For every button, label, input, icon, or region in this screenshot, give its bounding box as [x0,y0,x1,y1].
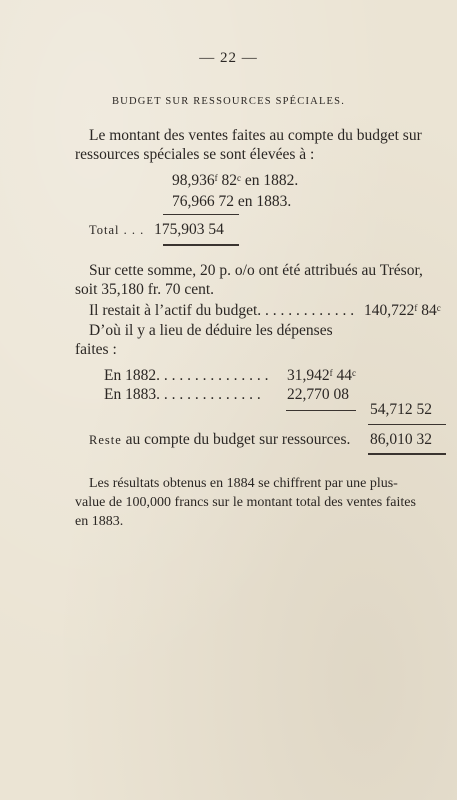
expense-subtotal-rule [368,424,446,425]
remaining-franc-sign: f [414,303,418,313]
sales-total-rule [163,244,239,246]
section-heading: BUDGET SUR RESSOURCES SPÉCIALES. [111,96,346,107]
sales-1882-amount: 98,936 [172,172,215,189]
sales-total-value: 175,903 54 [154,221,224,238]
page-number: — 22 — [199,50,258,66]
sales-1883-year: en 1883. [237,193,292,210]
sales-1883-amount: 76,966 72 [172,193,234,210]
remainder-label [89,430,350,450]
remaining-cents: 84 [421,302,437,319]
sales-row-1982 [172,171,298,190]
conclusion-line-1: Les résultats obtenus en 1884 se chiffrent par une plus- [89,476,398,491]
remaining-amount-row [364,301,441,320]
deduct-line-1: D’où il y a lieu de déduire les dépenses [89,322,333,339]
remainder-value: 86,010 32 [370,431,432,448]
remainder-label-rest: au compte du budget sur ressources. [125,431,351,448]
remaining-cent-sign: c [436,303,441,313]
sales-row-1883 [172,192,291,211]
expense-1883-amount: 22,770 08 [287,386,349,403]
sales-1882-cent-sign: c [237,173,241,183]
conclusion-line-3: en 1883. [75,514,124,529]
expense-1882-label: En 1882. . . . . . . . . . . . . . . [104,367,269,384]
expense-1883-label: En 1883. . . . . . . . . . . . . . [104,386,261,403]
expense-subtotal: 54,712 52 [370,401,432,418]
expense-1882-amount: 31,942 [287,367,330,384]
treasury-line-1: Sur cette somme, 20 p. o/o ont été attribués au Trésor, [89,262,423,279]
expense-sum-rule [286,410,356,411]
expense-1882-cent-sign: c [352,368,356,378]
conclusion-line-2: value de 100,000 francs sur le montant total des ventes faites [75,495,416,510]
expense-1882-cents: 44 [336,367,352,384]
sales-sum-rule [163,214,239,215]
deduct-line-2: faites : [75,341,117,358]
treasury-line-2: soit 35,180 fr. 70 cent. [75,281,215,298]
sales-1882-year: en 1882. [244,172,299,189]
sales-1882-franc-sign: f [214,173,218,183]
remainder-label-caps: Reste [89,433,122,447]
sales-total-label: Total . . . [89,223,145,237]
intro-line-2: ressources spéciales se sont élevées à : [75,146,315,163]
expense-1882-franc-sign: f [329,368,333,378]
expense-1882-amount-row [287,366,356,385]
intro-line-1: Le montant des ventes faites au compte du budget sur [89,127,422,144]
sales-total-row [89,220,224,240]
sales-1882-cents: 82 [221,172,237,189]
remainder-rule [368,453,446,455]
remaining-amount: 140,722 [364,302,415,319]
remaining-label: Il restait à l’actif du budget. . . . . . . . . . . . . [89,302,355,319]
